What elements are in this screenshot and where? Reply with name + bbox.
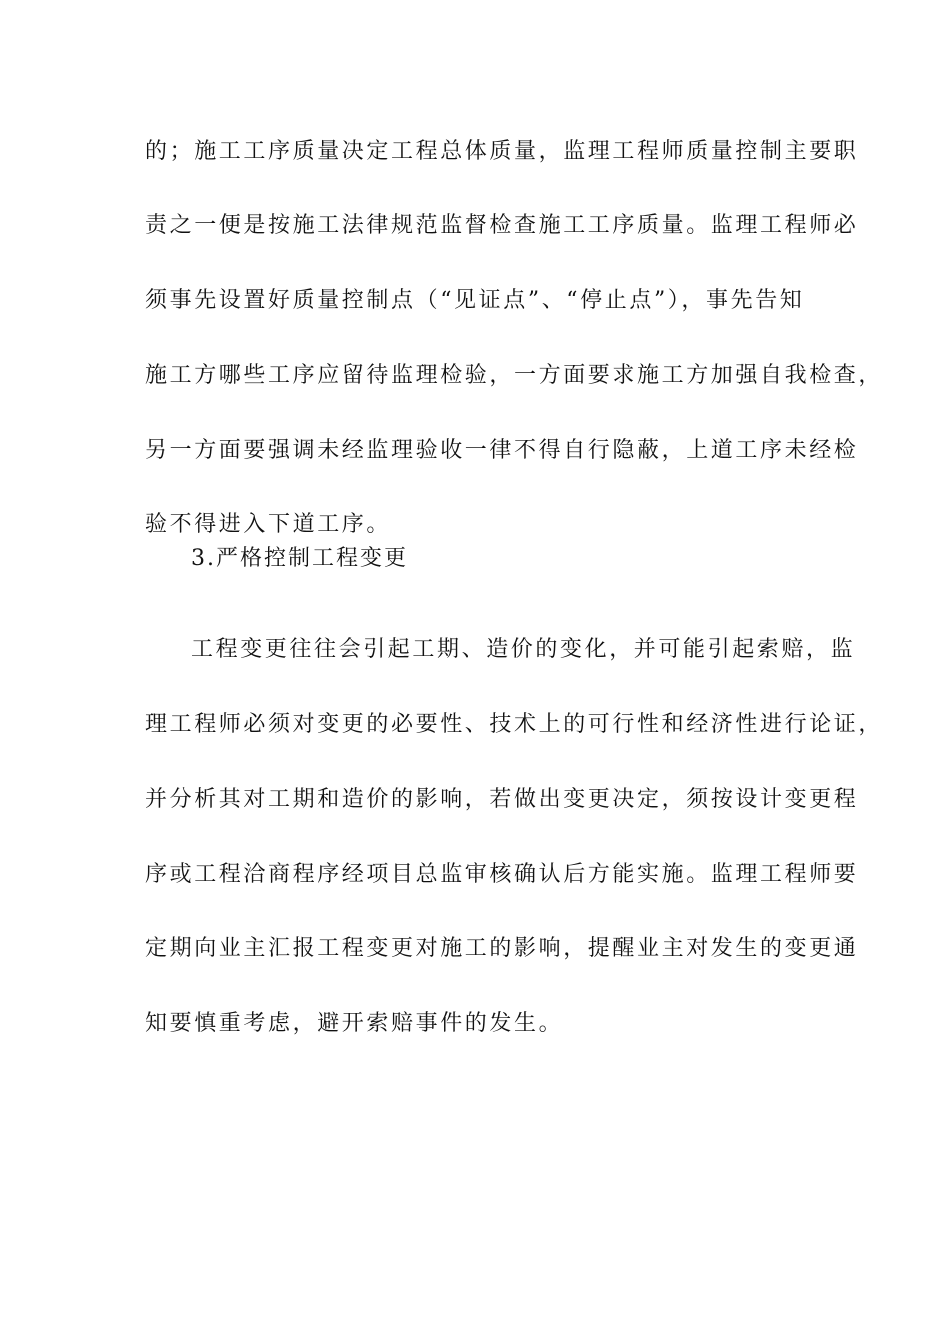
paragraph-1-line-5: 另一方面要强调未经监理验收一律不得自行隐蔽，上道工序未经检 <box>145 438 859 463</box>
paragraph-1-line-4: 施工方哪些工序应留待监理检验，一方面要求施工方加强自我检查， <box>145 363 884 388</box>
paragraph-2-line-6: 知要慎重考虑，避开索赔事件的发生。 <box>145 1011 564 1036</box>
paragraph-2-line-4: 序或工程洽商程序经项目总监审核确认后方能实施。监理工程师要 <box>145 862 859 887</box>
paragraph-1-line-2: 责之一便是按施工法律规范监督检查施工工序质量。监理工程师必 <box>145 213 859 238</box>
paragraph-1-line-6: 验不得进入下道工序。 <box>145 512 392 537</box>
paragraph-1-line-3: 须事先设置好质量控制点（“见证点”、“停止点”），事先告知 <box>145 288 805 313</box>
section-heading: 3.严格控制工程变更 <box>191 546 408 571</box>
paragraph-2-line-1: 工程变更往往会引起工期、造价的变化，并可能引起索赔，监 <box>191 637 856 662</box>
paragraph-1-line-1: 的；施工工序质量决定工程总体质量，监理工程师质量控制主要职 <box>145 139 859 164</box>
paragraph-2-line-2: 理工程师必须对变更的必要性、技术上的可行性和经济性进行论证， <box>145 712 884 737</box>
paragraph-2-line-5: 定期向业主汇报工程变更对施工的影响，提醒业主对发生的变更通 <box>145 936 859 961</box>
paragraph-2-line-3: 并分析其对工期和造价的影响，若做出变更决定，须按设计变更程 <box>145 787 859 812</box>
